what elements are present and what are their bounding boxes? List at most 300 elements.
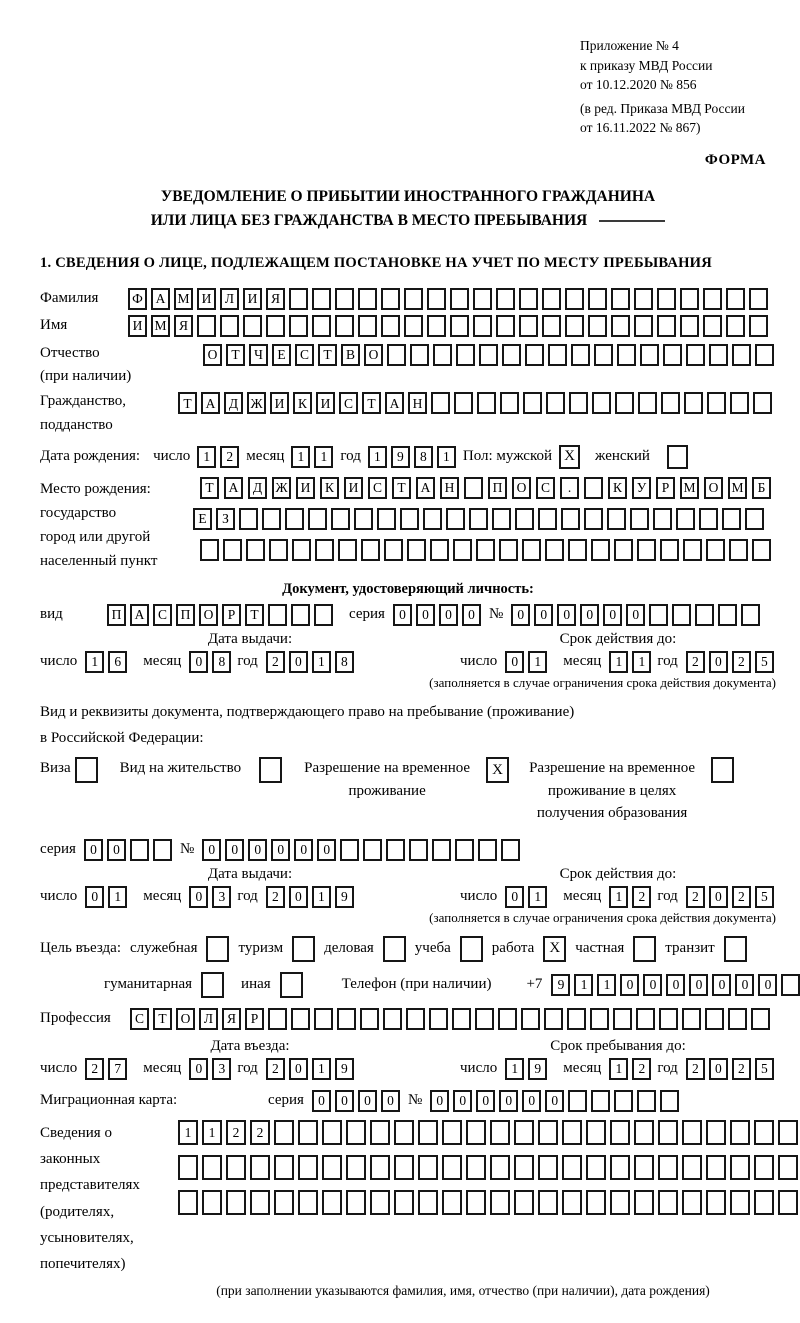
char-cell [312, 288, 331, 310]
char-cell [561, 508, 580, 530]
iddoc-issue-month [189, 651, 231, 673]
char-cell [469, 508, 488, 530]
char-cell [473, 315, 492, 337]
char-cell [660, 539, 679, 561]
char-cell [521, 1008, 540, 1030]
char-cell [291, 1008, 310, 1030]
purpose-item-label: гуманитарная [104, 976, 193, 993]
char-cell: О [364, 344, 383, 366]
char-cell: Ч [249, 344, 268, 366]
stay-day [505, 1058, 547, 1080]
char-cell: 2 [686, 886, 705, 908]
char-cell: 0 [505, 651, 524, 673]
char-cell [586, 1120, 606, 1145]
char-cell [387, 344, 406, 366]
char-cell: 0 [225, 839, 244, 861]
iddoc-date-titles [40, 631, 776, 648]
iddoc-valid-year [686, 651, 774, 673]
char-cell [657, 315, 676, 337]
char-cell [545, 539, 564, 561]
char-cell: . [560, 477, 579, 499]
char-cell [637, 1090, 656, 1112]
char-cell [614, 539, 633, 561]
char-cell [473, 288, 492, 310]
char-cell: М [680, 477, 699, 499]
char-cell [246, 539, 265, 561]
char-cell [729, 539, 748, 561]
purpose-humanitarian-checkbox [201, 972, 224, 998]
stay-until-group: число 1 9 месяц 1 2 год 2 0 2 5 [460, 1058, 774, 1080]
char-cell [781, 974, 800, 996]
char-cell [568, 539, 587, 561]
char-cell [338, 539, 357, 561]
char-cell: 0 [289, 1058, 308, 1080]
char-cell: 9 [335, 886, 354, 908]
char-cell: А [224, 477, 243, 499]
char-cell [542, 315, 561, 337]
staydoc-limit-note: (заполняется в случае ограничения срока действия документа) [429, 909, 776, 925]
month-label: месяц [246, 448, 285, 465]
iddoc-valid-month [609, 651, 651, 673]
visa-checkbox [75, 757, 98, 783]
char-cell [634, 1190, 654, 1215]
char-cell [660, 1090, 679, 1112]
staydoc-series-cells [84, 839, 172, 861]
char-cell: 0 [271, 839, 290, 861]
char-cell [404, 315, 423, 337]
char-cell [312, 315, 331, 337]
char-cell: 0 [643, 974, 662, 996]
char-cell [565, 288, 584, 310]
char-cell: Е [272, 344, 291, 366]
staydoc-valid-year [686, 886, 774, 908]
purpose-item-label: служебная [129, 940, 198, 957]
char-cell [490, 1155, 510, 1180]
char-cell [718, 604, 737, 626]
entry-dates-row [40, 1058, 776, 1080]
iddoc-valid-group: число 0 1 месяц 1 1 год 2 0 2 5 [460, 651, 774, 673]
char-cell [562, 1155, 582, 1180]
char-cell: З [216, 508, 235, 530]
char-cell [427, 315, 446, 337]
char-cell: Д [248, 477, 267, 499]
iddoc-issue-group: число 1 6 месяц 0 8 год 2 0 1 8 [40, 651, 460, 673]
char-cell [442, 1190, 462, 1215]
profession-cells [130, 1008, 770, 1030]
staydoc-valid-group: число 0 1 месяц 1 2 год 2 0 2 5 [460, 886, 774, 908]
char-cell: 1 [291, 446, 310, 468]
migration-card-row [40, 1090, 776, 1112]
char-cell [751, 1008, 770, 1030]
char-cell: 1 [528, 651, 547, 673]
char-cell [452, 1008, 471, 1030]
char-cell [450, 315, 469, 337]
char-cell: 0 [712, 974, 731, 996]
vnj-checkbox [259, 757, 282, 783]
char-cell [686, 344, 705, 366]
char-cell [381, 315, 400, 337]
char-cell [475, 1008, 494, 1030]
char-cell [322, 1120, 342, 1145]
char-cell: 3 [212, 886, 231, 908]
char-cell: А [201, 392, 220, 414]
representatives-note: (при заполнении указываются фамилия, имя, отчество (при наличии), дата рождения) [216, 1283, 710, 1299]
char-cell [335, 315, 354, 337]
char-cell [226, 1190, 246, 1215]
char-cell [410, 344, 429, 366]
appendix-line: Приложение № 4 [580, 38, 679, 53]
char-cell [178, 1190, 198, 1215]
char-cell: 1 [597, 974, 616, 996]
char-cell: 0 [453, 1090, 472, 1112]
char-cell [592, 392, 611, 414]
char-cell: 2 [85, 1058, 104, 1080]
char-cell: 9 [335, 1058, 354, 1080]
char-cell [346, 1120, 366, 1145]
char-cell [358, 288, 377, 310]
char-cell: 2 [226, 1120, 246, 1145]
char-cell [630, 508, 649, 530]
entry-year [266, 1058, 354, 1080]
char-cell [615, 392, 634, 414]
char-cell: 0 [580, 604, 599, 626]
char-cell [661, 392, 680, 414]
char-cell [496, 315, 515, 337]
char-cell [755, 344, 774, 366]
day-label: число [153, 448, 191, 465]
char-cell: 0 [312, 1090, 331, 1112]
char-cell [346, 1155, 366, 1180]
purpose-item-label: иная [241, 976, 271, 993]
purpose-tourism-checkbox [292, 936, 315, 962]
char-cell [637, 539, 656, 561]
iddoc-heading: Документ, удостоверяющий личность: [282, 580, 534, 597]
char-cell [479, 344, 498, 366]
char-cell [590, 1008, 609, 1030]
char-cell [695, 604, 714, 626]
char-cell: 2 [266, 651, 285, 673]
char-cell [728, 1008, 747, 1030]
char-cell: 2 [266, 886, 285, 908]
char-cell [680, 315, 699, 337]
citizenship-label: Гражданство, подданство [40, 393, 127, 433]
char-cell: Т [392, 477, 411, 499]
char-cell [285, 508, 304, 530]
char-cell [659, 1008, 678, 1030]
forma-label: ФОРМА [704, 151, 766, 168]
birthplace-grids [200, 477, 771, 561]
entry-date-group: число 2 7 месяц 0 3 год 2 0 1 9 [40, 1058, 460, 1080]
char-cell [384, 539, 403, 561]
char-cell [569, 392, 588, 414]
char-cell [178, 1155, 198, 1180]
char-cell [262, 508, 281, 530]
char-cell [370, 1120, 390, 1145]
form-title [40, 185, 776, 233]
char-cell [446, 508, 465, 530]
char-cell [464, 477, 483, 499]
char-cell [331, 508, 350, 530]
char-cell: П [488, 477, 507, 499]
char-cell [707, 392, 726, 414]
char-cell: С [536, 477, 555, 499]
char-cell: 2 [686, 651, 705, 673]
char-cell: В [341, 344, 360, 366]
char-cell [292, 539, 311, 561]
char-cell: 0 [289, 651, 308, 673]
char-cell [502, 344, 521, 366]
char-cell: Т [153, 1008, 172, 1030]
iddoc-series-cells [393, 604, 481, 626]
char-cell [709, 344, 728, 366]
section1-heading: 1. СВЕДЕНИЯ О ЛИЦЕ, ПОДЛЕЖАЩЕМ ПОСТАНОВКЕ НА УЧЕТ ПО МЕСТУ ПРЕБЫВАНИЯ [40, 254, 712, 271]
char-cell: Л [220, 288, 239, 310]
char-cell [682, 1120, 702, 1145]
char-cell [360, 1008, 379, 1030]
birthplace-cells-row3 [200, 539, 771, 561]
char-cell: 0 [499, 1090, 518, 1112]
char-cell [567, 1008, 586, 1030]
staydoc-number-cells [202, 839, 520, 861]
char-cell: 0 [709, 651, 728, 673]
char-cell [613, 1008, 632, 1030]
surname-cells [128, 288, 768, 310]
char-cell: М [728, 477, 747, 499]
char-cell [498, 1008, 517, 1030]
patronymic-row [40, 342, 776, 389]
char-cell [430, 539, 449, 561]
purpose-label: Цель въезда: [40, 940, 121, 957]
iddoc-valid-day [505, 651, 547, 673]
migration-number-label: № [407, 1092, 423, 1109]
char-cell: Б [752, 477, 771, 499]
char-cell: 3 [212, 1058, 231, 1080]
char-cell [657, 288, 676, 310]
profession-label: Профессия [40, 1010, 111, 1027]
char-cell: 0 [358, 1090, 377, 1112]
char-cell [730, 1190, 750, 1215]
char-cell [418, 1190, 438, 1215]
char-cell: К [293, 392, 312, 414]
char-cell: 1 [197, 446, 216, 468]
stay-until-title: Срок пребывания до: [550, 1037, 686, 1054]
char-cell [753, 392, 772, 414]
char-cell: Т [318, 344, 337, 366]
iddoc-dates-row [40, 651, 776, 673]
char-cell [565, 315, 584, 337]
char-cell: 5 [755, 1058, 774, 1080]
char-cell: 0 [709, 1058, 728, 1080]
char-cell: О [704, 477, 723, 499]
char-cell [607, 508, 626, 530]
char-cell: 7 [108, 1058, 127, 1080]
char-cell [200, 539, 219, 561]
appendix-line: от 10.12.2020 № 856 [580, 77, 697, 93]
char-cell [726, 288, 745, 310]
char-cell [269, 539, 288, 561]
char-cell [314, 604, 333, 626]
staydoc-paragraph: Вид и реквизиты документа, подтверждающего право на пребывание (проживание) в Российской Федерации: [40, 703, 575, 747]
char-cell [706, 1120, 726, 1145]
char-cell [250, 1155, 270, 1180]
appendix-block [580, 36, 776, 138]
rvp-label: Разрешение на временное проживание [304, 760, 471, 799]
char-cell: 0 [317, 839, 336, 861]
purpose-study-checkbox [460, 936, 483, 962]
char-cell: 0 [381, 1090, 400, 1112]
char-cell: 0 [202, 839, 221, 861]
char-cell: 0 [393, 604, 412, 626]
char-cell: 1 [574, 974, 593, 996]
purpose-row2 [104, 972, 776, 998]
char-cell [322, 1155, 342, 1180]
char-cell [202, 1190, 222, 1215]
char-cell [354, 508, 373, 530]
char-cell: 1 [178, 1120, 198, 1145]
char-cell: Ж [247, 392, 266, 414]
char-cell [778, 1120, 798, 1145]
birthdate-label: Дата рождения: [40, 448, 141, 465]
char-cell: 0 [416, 604, 435, 626]
char-cell [337, 1008, 356, 1030]
char-cell: 1 [108, 886, 127, 908]
char-cell: Н [440, 477, 459, 499]
char-cell [754, 1155, 774, 1180]
staydoc-valid-title: Срок действия до: [559, 865, 677, 882]
staydoc-issue-day [85, 886, 127, 908]
char-cell: А [416, 477, 435, 499]
birth-day-cells [197, 446, 239, 468]
char-cell [544, 1008, 563, 1030]
char-cell [658, 1120, 678, 1145]
iddoc-type-label: вид [40, 606, 63, 623]
char-cell: 8 [212, 651, 231, 673]
char-cell: И [344, 477, 363, 499]
appendix-line: от 16.11.2022 № 867) [580, 120, 701, 136]
char-cell [404, 288, 423, 310]
char-cell: 0 [430, 1090, 449, 1112]
char-cell: 0 [439, 604, 458, 626]
char-cell: 1 [505, 1058, 524, 1080]
birthplace-cells-row1 [200, 477, 771, 499]
char-cell [308, 508, 327, 530]
char-cell [519, 315, 538, 337]
char-cell [522, 539, 541, 561]
char-cell [466, 1190, 486, 1215]
staydoc-series-label: серия [40, 841, 76, 858]
char-cell [610, 1120, 630, 1145]
sex-female-checkbox [667, 445, 688, 469]
purpose-official-checkbox [206, 936, 229, 962]
char-cell [699, 508, 718, 530]
purpose-work-checkbox: X [543, 936, 566, 962]
char-cell [588, 315, 607, 337]
surname-row [40, 288, 776, 310]
char-cell: 1 [609, 1058, 628, 1080]
char-cell [466, 1155, 486, 1180]
char-cell: 1 [609, 651, 628, 673]
char-cell [611, 288, 630, 310]
iddoc-limit-note: (заполняется в случае ограничения срока действия документа) [429, 674, 776, 690]
char-cell [370, 1190, 390, 1215]
char-cell: И [296, 477, 315, 499]
char-cell [477, 392, 496, 414]
char-cell [386, 839, 405, 861]
char-cell [653, 508, 672, 530]
char-cell: 8 [335, 651, 354, 673]
char-cell [515, 508, 534, 530]
char-cell: П [107, 604, 126, 626]
char-cell: Л [199, 1008, 218, 1030]
char-cell [492, 508, 511, 530]
char-cell: С [153, 604, 172, 626]
char-cell: 5 [755, 651, 774, 673]
migration-card-label: Миграционная карта: [40, 1092, 178, 1109]
char-cell: 0 [505, 886, 524, 908]
char-cell [291, 604, 310, 626]
title-blank-underline [599, 220, 665, 222]
citizenship-row [40, 390, 776, 437]
char-cell: И [316, 392, 335, 414]
char-cell: П [176, 604, 195, 626]
iddoc-issue-day [85, 651, 127, 673]
char-cell: Я [222, 1008, 241, 1030]
char-cell [663, 344, 682, 366]
char-cell: С [368, 477, 387, 499]
char-cell [298, 1155, 318, 1180]
char-cell: У [632, 477, 651, 499]
representatives-block [40, 1120, 776, 1278]
char-cell [409, 839, 428, 861]
char-cell [726, 315, 745, 337]
purpose-row1 [40, 936, 776, 962]
char-cell [703, 288, 722, 310]
char-cell [722, 508, 741, 530]
char-cell: 1 [609, 886, 628, 908]
char-cell [546, 392, 565, 414]
sex-male-checkbox: X [559, 445, 580, 469]
char-cell [466, 1120, 486, 1145]
char-cell [610, 1190, 630, 1215]
char-cell: И [270, 392, 289, 414]
char-cell [514, 1155, 534, 1180]
char-cell [591, 1090, 610, 1112]
char-cell: 0 [709, 886, 728, 908]
char-cell: 0 [603, 604, 622, 626]
reps-cells-row3 [178, 1190, 800, 1215]
char-cell [370, 1155, 390, 1180]
char-cell [427, 288, 446, 310]
char-cell: 2 [732, 651, 751, 673]
reps-cells-row1 [178, 1120, 800, 1145]
purpose-other-checkbox [280, 972, 303, 998]
char-cell [754, 1190, 774, 1215]
char-cell [418, 1120, 438, 1145]
char-cell [638, 392, 657, 414]
char-cell [381, 288, 400, 310]
char-cell [703, 315, 722, 337]
char-cell: 0 [189, 1058, 208, 1080]
entry-day [85, 1058, 127, 1080]
char-cell [501, 839, 520, 861]
char-cell: 2 [220, 446, 239, 468]
char-cell [640, 344, 659, 366]
entry-date-title: Дата въезда: [210, 1037, 290, 1054]
char-cell [418, 1155, 438, 1180]
char-cell: А [385, 392, 404, 414]
char-cell: М [151, 315, 170, 337]
char-cell: 0 [294, 839, 313, 861]
